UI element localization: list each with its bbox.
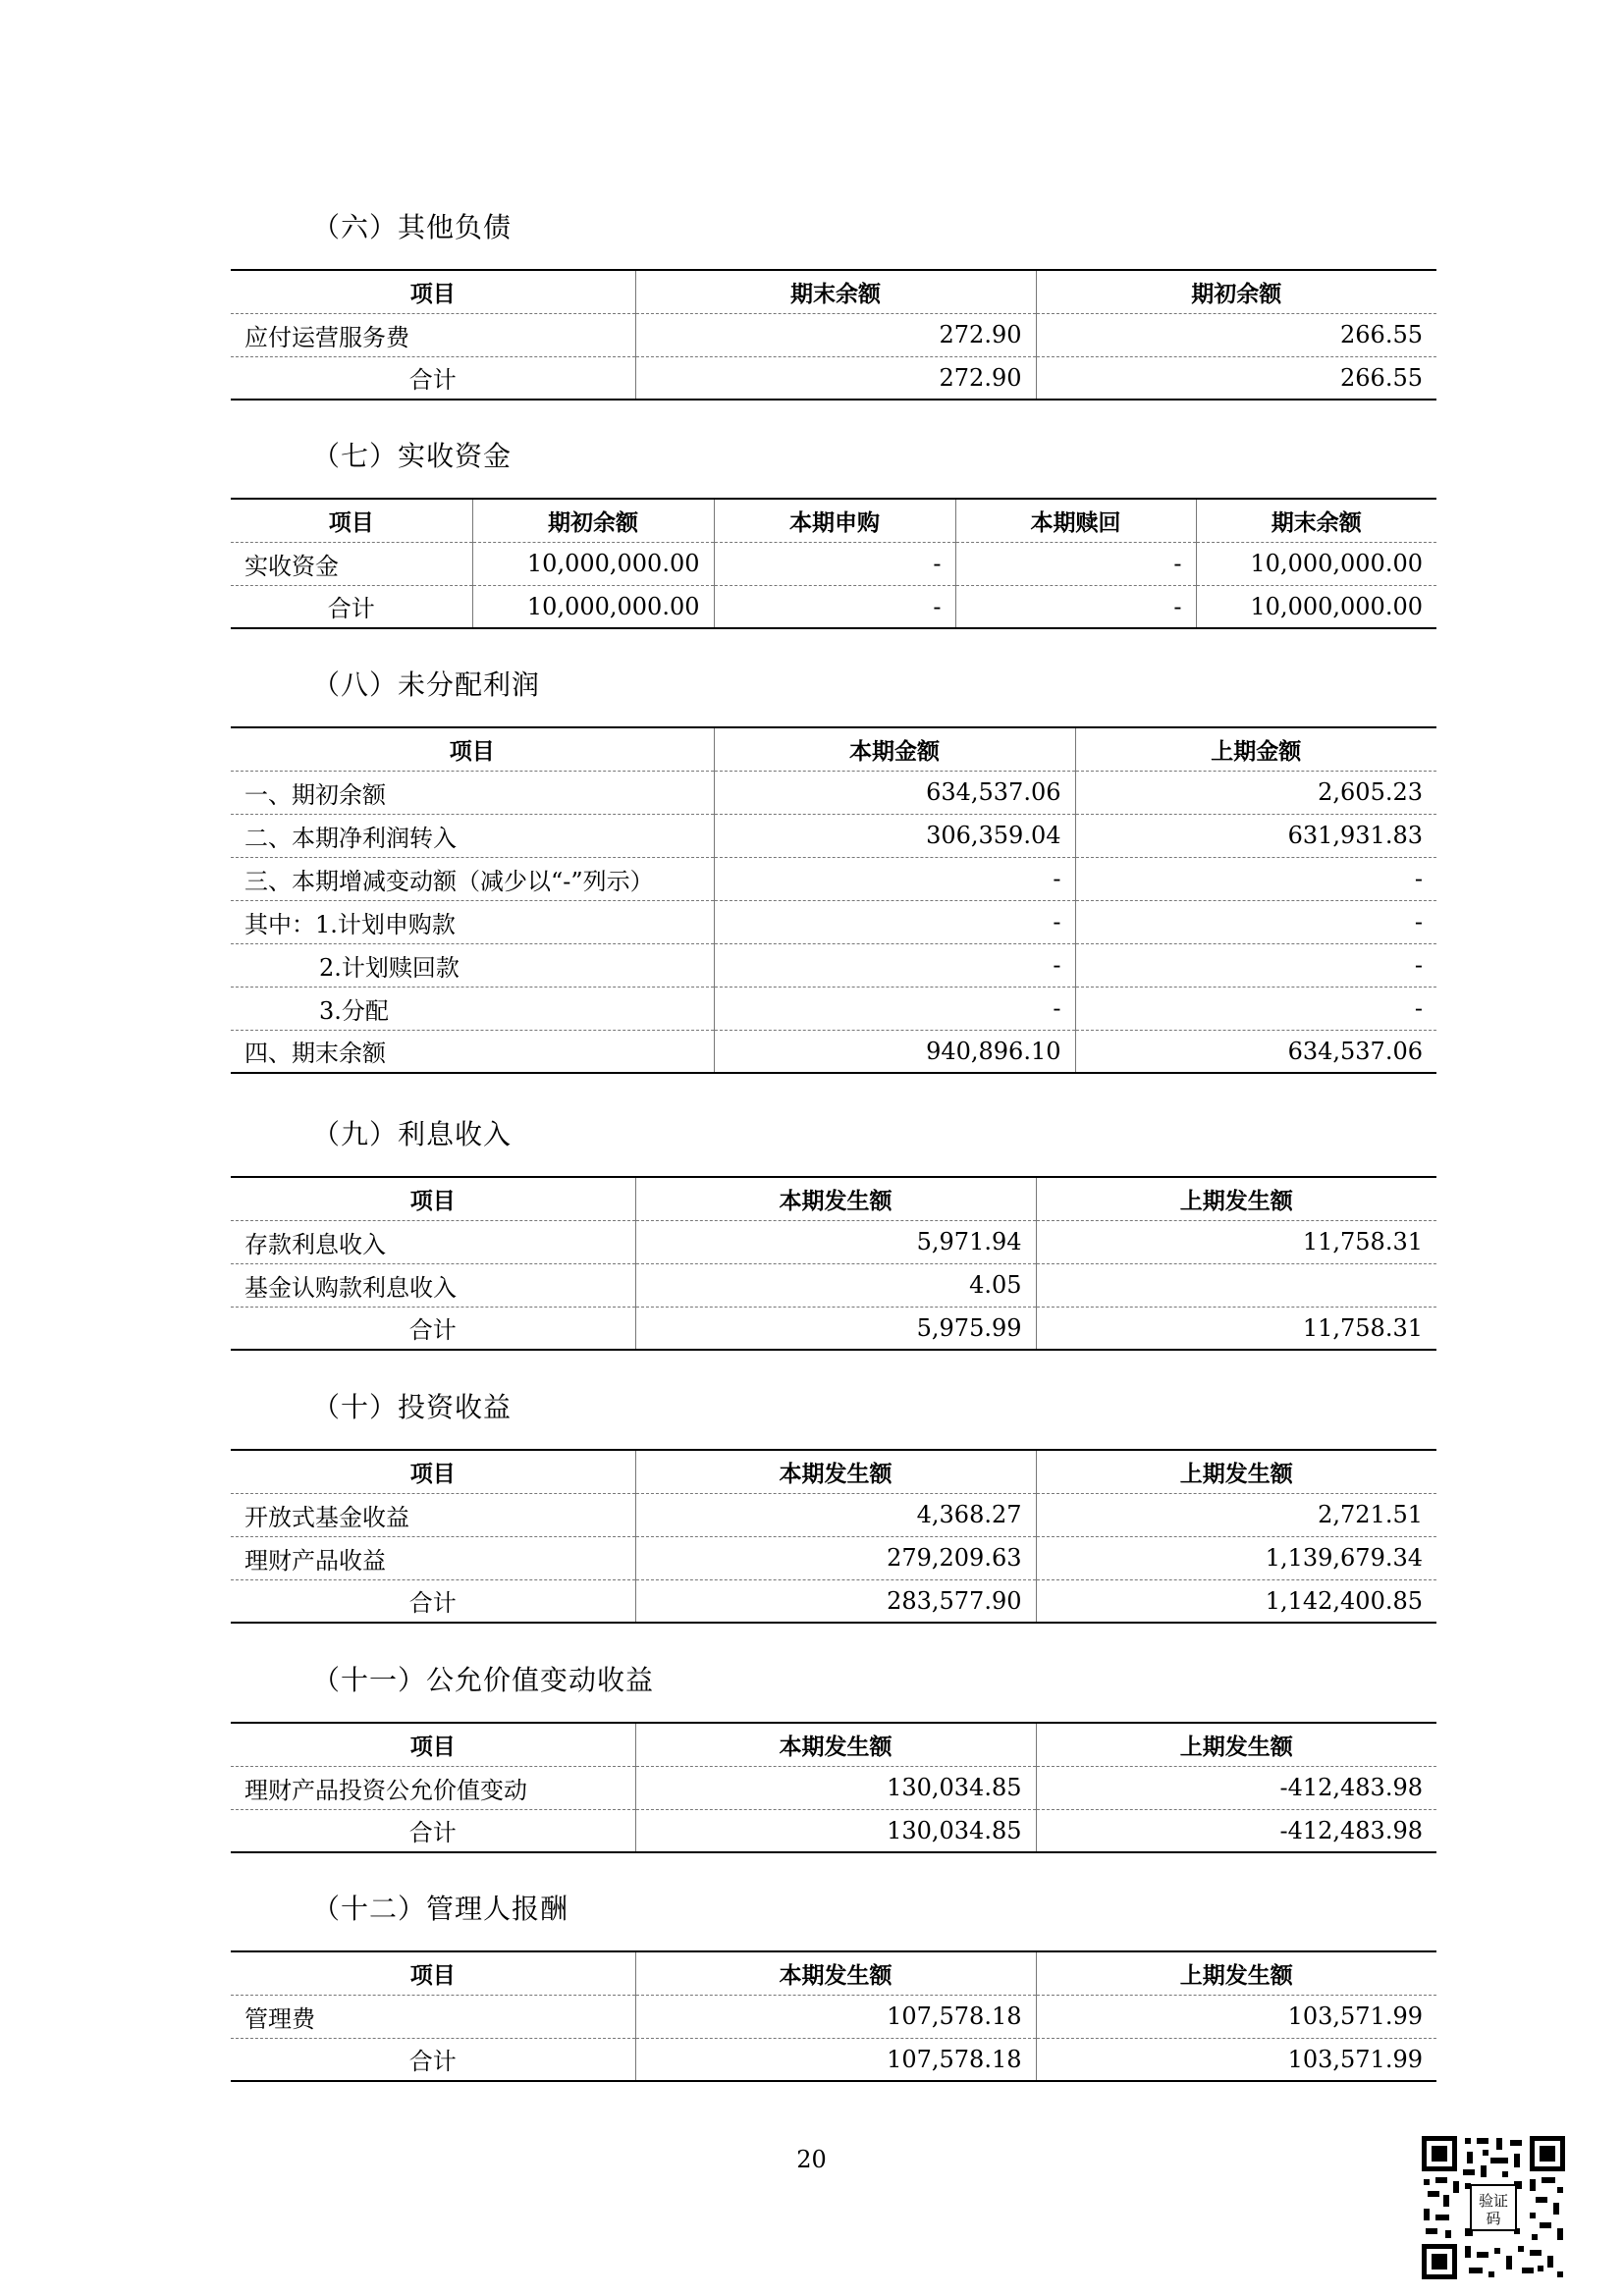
table-header-row <box>231 499 1436 542</box>
row-label: 理财产品投资公允价值变动 <box>231 1766 635 1809</box>
cell-value: - <box>714 857 1075 900</box>
cell-value: 279,209.63 <box>635 1536 1036 1579</box>
cell-value: - <box>714 585 955 628</box>
column-header: 上期发生额 <box>1036 1177 1436 1220</box>
cell-value: -412,483.98 <box>1036 1766 1436 1809</box>
table-row <box>231 1995 1436 2038</box>
cell-value: 272.90 <box>635 313 1036 356</box>
cell-value: - <box>1075 987 1436 1030</box>
column-header: 上期金额 <box>1075 727 1436 771</box>
table-row <box>231 1493 1436 1536</box>
cell-value: 634,537.06 <box>714 771 1075 814</box>
column-header: 期末余额 <box>635 270 1036 313</box>
row-label: 合计 <box>408 2048 457 2076</box>
column-header: 本期金额 <box>714 727 1075 771</box>
cell-value: 130,034.85 <box>635 1809 1036 1852</box>
column-header: 项目 <box>231 499 472 542</box>
row-label: 基金认购款利息收入 <box>231 1263 635 1307</box>
svg-text:码: 码 <box>1486 2210 1501 2227</box>
column-header: 上期发生额 <box>1036 1951 1436 1995</box>
cell-value: 1,142,400.85 <box>1036 1579 1436 1623</box>
row-label: 开放式基金收益 <box>231 1493 635 1536</box>
fair-value-change-table <box>231 1722 1436 1853</box>
table-header-row <box>231 727 1436 771</box>
cell-value: 10,000,000.00 <box>472 542 714 585</box>
qr-code-icon <box>1420 2134 1567 2281</box>
column-header: 期初余额 <box>1036 270 1436 313</box>
cell-value: 11,758.31 <box>1036 1220 1436 1263</box>
table-header-row <box>231 1450 1436 1493</box>
table-row <box>231 771 1436 814</box>
column-header: 项目 <box>231 727 714 771</box>
column-header: 项目 <box>231 1951 635 1995</box>
column-header: 期初余额 <box>472 499 714 542</box>
cell-value: 103,571.99 <box>1036 2038 1436 2081</box>
cell-value: - <box>1075 900 1436 943</box>
cell-value: 2,721.51 <box>1036 1493 1436 1536</box>
other-liabilities-table <box>231 269 1436 400</box>
section-title-undistributed-profit: （八）未分配利润 <box>312 668 541 701</box>
cell-value: 631,931.83 <box>1075 814 1436 857</box>
page-number: 20 <box>796 2146 827 2173</box>
interest-income-table <box>231 1176 1436 1351</box>
undistributed-profit-table <box>231 726 1436 1074</box>
table-total-row <box>231 2038 1436 2081</box>
cell-value: 130,034.85 <box>635 1766 1036 1809</box>
paid-in-capital-table <box>231 498 1436 629</box>
row-label: 合计 <box>408 1589 457 1618</box>
column-header: 项目 <box>231 1723 635 1766</box>
row-label: 二、本期净利润转入 <box>231 814 714 857</box>
cell-value: 306,359.04 <box>714 814 1075 857</box>
qr-caption: 验证 <box>1478 2192 1509 2210</box>
table-row <box>231 987 1436 1030</box>
column-header: 项目 <box>231 1177 635 1220</box>
column-header: 本期发生额 <box>635 1951 1036 1995</box>
cell-value: 940,896.10 <box>714 1030 1075 1073</box>
row-label: 四、期末余额 <box>244 1040 386 1068</box>
section-title-fair-value-change: （十一）公允价值变动收益 <box>312 1664 655 1696</box>
column-header: 本期发生额 <box>635 1177 1036 1220</box>
table-row <box>231 1536 1436 1579</box>
row-label: 合计 <box>408 1819 457 1847</box>
table-total-row <box>231 1579 1436 1623</box>
cell-value: 103,571.99 <box>1036 1995 1436 2038</box>
cell-value: 107,578.18 <box>635 2038 1036 2081</box>
cell-value: 5,975.99 <box>635 1307 1036 1350</box>
cell-value: 634,537.06 <box>1075 1030 1436 1073</box>
table-header-row <box>231 1177 1436 1220</box>
column-header: 本期发生额 <box>635 1723 1036 1766</box>
row-label: 三、本期增减变动额（减少以“-”列示） <box>231 857 714 900</box>
table-total-row <box>231 1809 1436 1852</box>
cell-value: - <box>714 987 1075 1030</box>
cell-value: - <box>1075 943 1436 987</box>
investment-income-table <box>231 1449 1436 1624</box>
column-header: 上期发生额 <box>1036 1450 1436 1493</box>
row-label: 其中：1.计划申购款 <box>231 900 714 943</box>
table-header-row <box>231 1951 1436 1995</box>
section-title-other-liabilities: （六）其他负债 <box>312 211 513 243</box>
table-row <box>231 814 1436 857</box>
cell-value: 10,000,000.00 <box>1196 585 1436 628</box>
section-title-manager-fees: （十二）管理人报酬 <box>312 1893 569 1925</box>
cell-value: 107,578.18 <box>635 1995 1036 2038</box>
table-row <box>231 1263 1436 1307</box>
table-row <box>231 1030 1436 1073</box>
section-title-paid-in-capital: （七）实收资金 <box>312 440 513 472</box>
table-row <box>231 542 1436 585</box>
table-row <box>231 900 1436 943</box>
column-header: 本期赎回 <box>955 499 1196 542</box>
row-label: 存款利息收入 <box>231 1220 635 1263</box>
table-row <box>231 313 1436 356</box>
table-total-row <box>231 1307 1436 1350</box>
cell-value: 266.55 <box>1036 356 1436 400</box>
row-label: 应付运营服务费 <box>231 313 635 356</box>
cell-value: 2,605.23 <box>1075 771 1436 814</box>
cell-value: - <box>955 542 1196 585</box>
cell-value: 11,758.31 <box>1036 1307 1436 1350</box>
row-label: 理财产品收益 <box>231 1536 635 1579</box>
column-header: 本期发生额 <box>635 1450 1036 1493</box>
cell-value <box>1036 1263 1436 1307</box>
cell-value: 1,139,679.34 <box>1036 1536 1436 1579</box>
cell-value: - <box>1075 857 1436 900</box>
row-label: 合计 <box>408 366 457 395</box>
column-header: 本期申购 <box>714 499 955 542</box>
cell-value: - <box>714 542 955 585</box>
row-label: 管理费 <box>231 1995 635 2038</box>
column-header: 期末余额 <box>1196 499 1436 542</box>
table-row <box>231 1220 1436 1263</box>
cell-value: -412,483.98 <box>1036 1809 1436 1852</box>
row-label: 3.分配 <box>231 987 714 1030</box>
cell-value: 4.05 <box>635 1263 1036 1307</box>
cell-value: 283,577.90 <box>635 1579 1036 1623</box>
table-header-row <box>231 270 1436 313</box>
cell-value: 10,000,000.00 <box>472 585 714 628</box>
column-header: 项目 <box>231 1450 635 1493</box>
table-row <box>231 943 1436 987</box>
table-header-row <box>231 1723 1436 1766</box>
cell-value: 4,368.27 <box>635 1493 1036 1536</box>
row-label: 合计 <box>327 595 375 623</box>
table-total-row <box>231 356 1436 400</box>
row-label: 一、期初余额 <box>231 771 714 814</box>
column-header: 上期发生额 <box>1036 1723 1436 1766</box>
cell-value: 266.55 <box>1036 313 1436 356</box>
row-label: 2.计划赎回款 <box>231 943 714 987</box>
cell-value: - <box>955 585 1196 628</box>
cell-value: - <box>714 943 1075 987</box>
column-header: 项目 <box>231 270 635 313</box>
row-label: 合计 <box>408 1316 457 1345</box>
table-row <box>231 857 1436 900</box>
cell-value: 272.90 <box>635 356 1036 400</box>
manager-fees-table <box>231 1950 1436 2082</box>
cell-value: - <box>714 900 1075 943</box>
section-title-investment-income: （十）投资收益 <box>312 1391 513 1423</box>
cell-value: 5,971.94 <box>635 1220 1036 1263</box>
table-row <box>231 1766 1436 1809</box>
section-title-interest-income: （九）利息收入 <box>312 1118 513 1150</box>
table-total-row <box>231 585 1436 628</box>
row-label: 实收资金 <box>231 542 472 585</box>
cell-value: 10,000,000.00 <box>1196 542 1436 585</box>
